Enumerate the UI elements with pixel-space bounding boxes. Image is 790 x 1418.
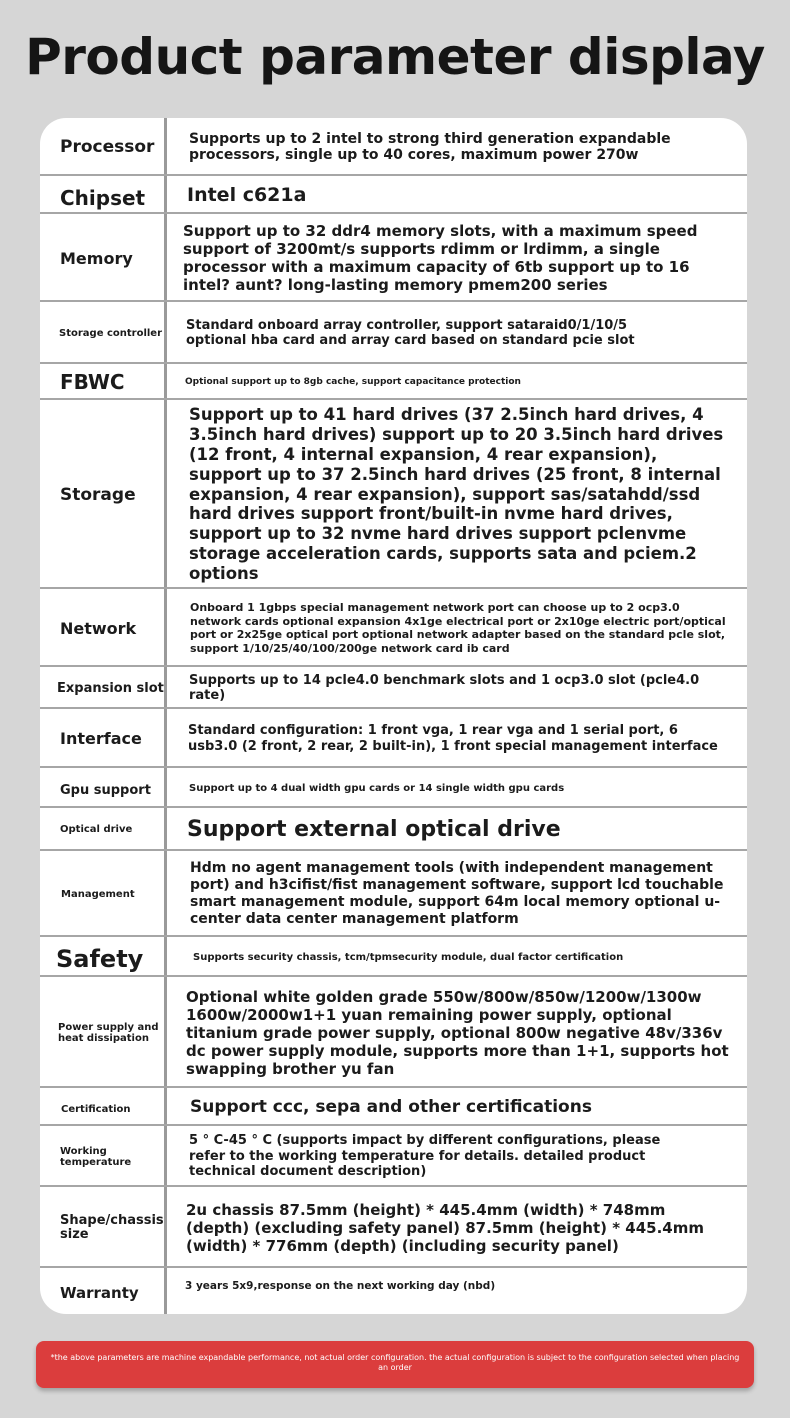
row-value: Onboard 1 1gbps special management network port can choose up to 2 ocp3.0 network cards optional expansion 4x1ge electrical port or 2x10ge electric port/optical port or 2x25ge optical port optional network adapter based on the standard pcle slot, support 1/10/25/40/100/200ge network card ib card	[190, 601, 726, 655]
page-title: Product parameter display	[25, 28, 765, 86]
row-value: Optional support up to 8gb cache, support capacitance protection	[185, 377, 521, 387]
row-value: Support ccc, sepa and other certifications	[190, 1097, 592, 1117]
table-row-processor	[40, 118, 747, 176]
row-label: Safety	[56, 945, 144, 973]
table-row-storage	[40, 400, 747, 589]
row-label: Working temperature	[60, 1145, 132, 1168]
row-label: Chipset	[60, 186, 146, 210]
row-value: Supports up to 14 pcle4.0 benchmark slots and 1 ocp3.0 slot (pcle4.0 rate)	[189, 673, 700, 703]
row-value: 2u chassis 87.5mm (height) * 445.4mm (width) * 748mm (depth) (excluding safety panel) 87.5mm (height) * 445.4mm (width) * 776mm (depth) (including security panel)	[186, 1200, 704, 1255]
table-row-warranty	[40, 1268, 747, 1314]
table-row-working-temperature	[40, 1126, 747, 1187]
table-row-power-supply	[40, 977, 747, 1088]
table-row-memory	[40, 214, 747, 302]
table-row-storage-controller	[40, 302, 747, 364]
row-value: Support up to 4 dual width gpu cards or 14 single width gpu cards	[189, 782, 565, 794]
table-row-certification	[40, 1088, 747, 1126]
row-value: Support external optical drive	[187, 817, 561, 842]
row-label: Network	[60, 618, 137, 638]
row-value: Supports security chassis, tcm/tpmsecurity module, dual factor certification	[193, 951, 624, 963]
table-row-gpu-support	[40, 768, 747, 808]
table-row-safety	[40, 937, 747, 977]
table-row-optical-drive	[40, 808, 747, 851]
row-value: Intel c621a	[187, 184, 307, 206]
row-label: Storage	[60, 484, 136, 505]
row-label: Optical drive	[60, 824, 133, 835]
row-label: Expansion slot	[57, 680, 164, 696]
row-value: Support up to 41 hard drives (37 2.5inch hard drives, 4 3.5inch hard drives) support up to 20 3.5inch hard drives (12 front, 4 internal expansion, 4 rear expansion), support up to 37 2.5inch hard drives (25 front, 8 internal expansion, 4 rear expansion), support sas/satahdd/ssd hard drives support front/built-in nvme hard drives, support up to 32 nvme hard drives support pclenvme storage acceleration cards, supports sata and pciem.2 options	[189, 405, 724, 583]
row-value: Supports up to 2 intel to strong third generation expandable processors, single up to 40 cores, maximum power 270w	[189, 131, 671, 163]
row-label: Memory	[60, 248, 133, 268]
row-label: Interface	[60, 729, 142, 748]
table-row-expansion-slot	[40, 667, 747, 709]
row-label: Shape/chassis size	[60, 1212, 164, 1242]
row-label: Processor	[60, 137, 155, 157]
table-row-interface	[40, 709, 747, 768]
row-value: Standard onboard array controller, support sataraid0/1/10/5 optional hba card and array card based on standard pcie slot	[186, 318, 635, 348]
row-label: Power supply and heat dissipation	[58, 1021, 159, 1044]
row-value: Hdm no agent management tools (with independent management port) and h3cifist/fist management software, support lcd touchable smart management module, support 64m local memory optional u-center data center management platform	[190, 860, 724, 927]
row-label: Storage controller	[59, 327, 163, 339]
row-label: Gpu support	[60, 782, 151, 798]
row-value: Support up to 32 ddr4 memory slots, with a maximum speed support of 3200mt/s supports rdimm or lrdimm, a single processor with a maximum capacity of 6tb support up to 16 intel? aunt? long-lasting memory pmem200 series	[183, 222, 698, 294]
row-label: FBWC	[60, 370, 125, 394]
row-value: 3 years 5x9,response on the next working day (nbd)	[185, 1280, 496, 1292]
table-row-shape-chassis-size	[40, 1187, 747, 1268]
row-label: Warranty	[60, 1284, 139, 1302]
table-row-management	[40, 851, 747, 937]
disclaimer-banner: *the above parameters are machine expandable performance, not actual order configuration. the actual configuration is subject to the configuration selected when placing an order	[36, 1341, 754, 1388]
row-value: Optional white golden grade 550w/800w/850w/1200w/1300w 1600w/2000w1+1 yuan remaining power supply, optional titanium grade power supply, optional 800w negative 48v/336v dc power supply module, supports more than 1+1, supports hot swapping brother yu fan	[186, 987, 729, 1078]
table-row-fbwc	[40, 364, 747, 400]
row-value: Standard configuration: 1 front vga, 1 rear vga and 1 serial port, 6 usb3.0 (2 front, 2 rear, 2 built-in), 1 front special management interface	[188, 723, 718, 754]
row-value: 5 ° C-45 ° C (supports impact by different configurations, please refer to the working temperature for details. detailed product technical document description)	[189, 1133, 661, 1180]
row-label: Certification	[61, 1103, 131, 1115]
row-label: Management	[61, 888, 135, 900]
parameter-table	[40, 118, 747, 1314]
table-row-chipset	[40, 176, 747, 214]
table-row-network	[40, 589, 747, 667]
